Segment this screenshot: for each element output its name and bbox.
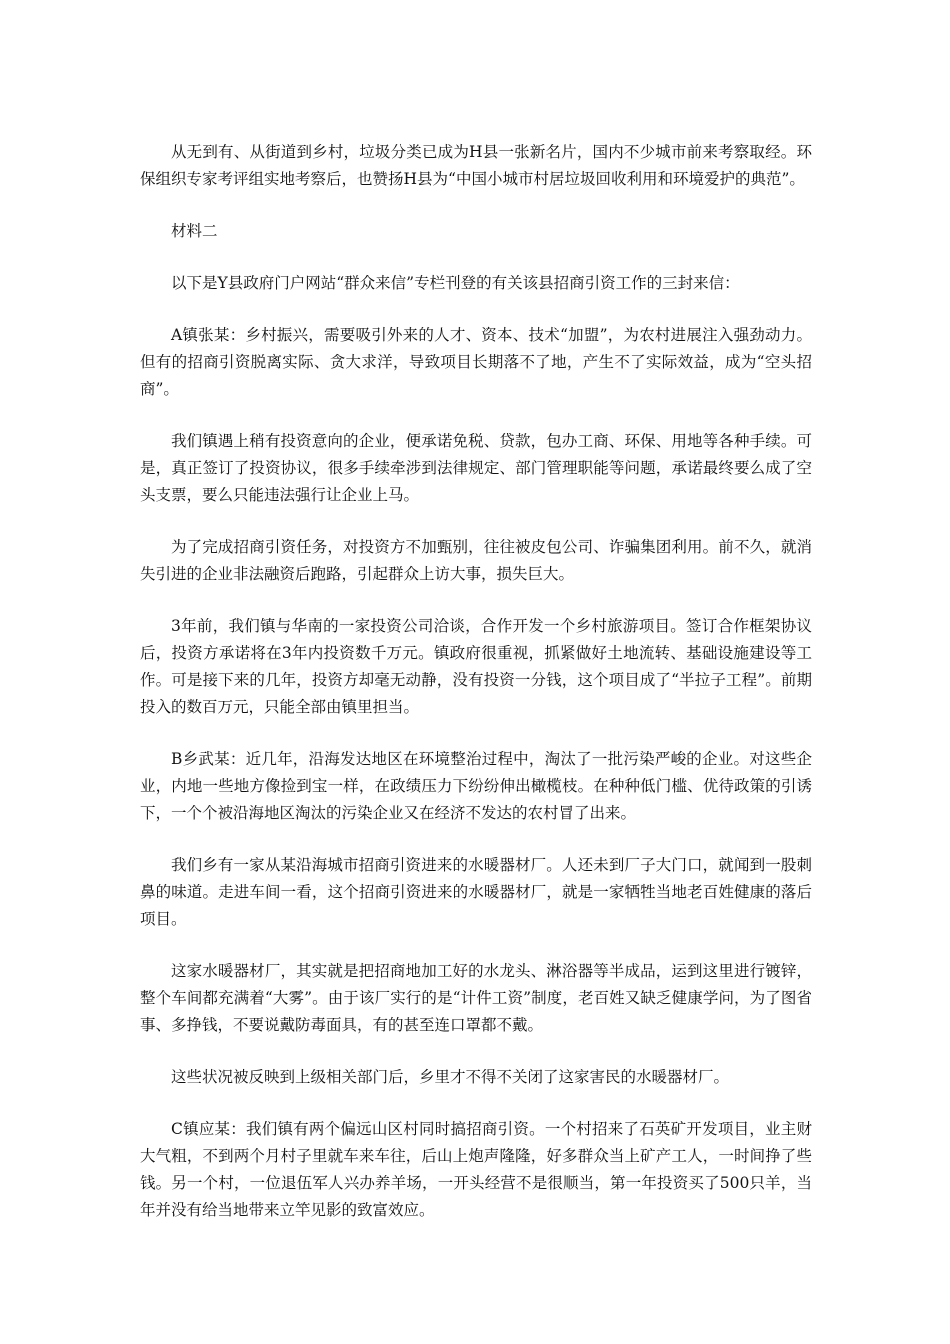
paragraph-letter-a-promises: 我们镇遇上稍有投资意向的企业，便承诺免税、贷款，包办工商、环保、用地等各种手续。可是，真正签订了投资协议，很多手续牵涉到法律规定、部门管理职能等问题，承诺最终要么成了空头支票，要么只能违法强行让企业上马。: [140, 432, 812, 504]
paragraph-letter-a-fraud: 为了完成招商引资任务，对投资方不加甄别，往往被皮包公司、诈骗集团利用。前不久，就消失引进的企业非法融资后跑路，引起群众上访大事，损失巨大。: [140, 538, 812, 583]
document-page: [140, 139, 812, 1224]
paragraph-letters-intro: 以下是Y县政府门户网站“群众来信”专栏刊登的有关该县招商引资工作的三封来信：: [171, 274, 740, 292]
paragraph-letter-b-intro: B乡武某：近几年，沿海发达地区在环境整治过程中，淘汰了一批污染严峻的企业。对这些企业，内地一些地方像捡到宝一样，在政绩压力下纷纷伸出橄榄枝。在种种低门槛、优待政策的引诱下，一个个被沿海地区淘汰的污染企业又在经济不发达的农村冒了出来。: [140, 750, 812, 822]
section-heading-material-two: 材料二: [171, 222, 218, 240]
paragraph-letter-b-factory: 我们乡有一家从某沿海城市招商引资进来的水暖器材厂。人还未到厂子大门口，就闻到一股刺鼻的味道。走进车间一看，这个招商引资进来的水暖器材厂，就是一家牺牲当地老百姓健康的落后项目。: [140, 856, 812, 928]
paragraph-letter-a-tourism-project: 3年前，我们镇与华南的一家投资公司洽谈，合作开发一个乡村旅游项目。签订合作框架协议后，投资方承诺将在3年内投资数千万元。镇政府很重视，抓紧做好土地流转、基础设施建设等工作。可是接下来的几年，投资方却毫无动静，没有投资一分钱，这个项目成了“半拉子工程”。前期投入的数百万元，只能全部由镇里担当。: [140, 617, 812, 716]
paragraph-letter-b-closure: 这些状况被反映到上级相关部门后，乡里才不得不关闭了这家害民的水暖器材厂。: [171, 1068, 730, 1086]
paragraph-letter-a-intro: A镇张某：乡村振兴，需要吸引外来的人才、资本、技术“加盟”，为农村进展注入强劲动力。但有的招商引资脱离实际、贪大求洋，导致项目长期落不了地，产生不了实际效益，成为“空头招商”。: [140, 326, 812, 398]
paragraph-letter-b-galvanizing: 这家水暖器材厂，其实就是把招商地加工好的水龙头、淋浴器等半成品，运到这里进行镀锌，整个车间都充满着“大雾”。由于该厂实行的是“计件工资”制度，老百姓又缺乏健康学问，为了图省事、多挣钱，不要说戴防毒面具，有的甚至连口罩都不戴。: [140, 962, 812, 1034]
paragraph-letter-c-intro: C镇应某：我们镇有两个偏远山区村同时搞招商引资。一个村招来了石英矿开发项目，业主财大气粗，不到两个月村子里就车来车往，后山上炮声隆隆，好多群众当上矿产工人，一时间挣了些钱。另一个村，一位退伍军人兴办养羊场，一开头经营不是很顺当，第一年投资买了500只羊，当年并没有给当地带来立竿见影的致富效应。: [140, 1120, 812, 1219]
paragraph-h-county-summary: 从无到有、从街道到乡村，垃圾分类已成为H县一张新名片，国内不少城市前来考察取经。环保组织专家考评组实地考察后，也赞扬H县为“中国小城市村居垃圾回收利用和环境爱护的典范”。: [140, 143, 812, 188]
